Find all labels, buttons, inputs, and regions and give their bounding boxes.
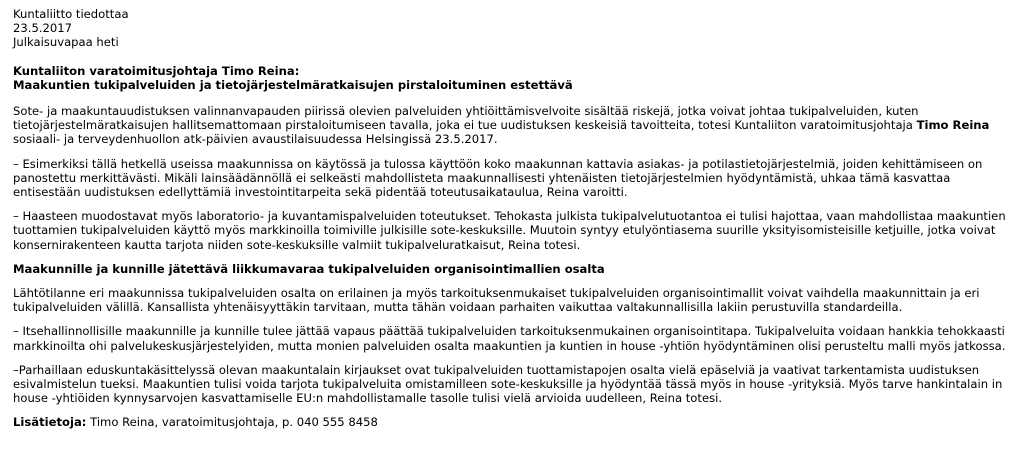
intro-text-start: Sote- ja maakuntauudistuksen valinnanvapauden piirissä olevien palveluiden yhtiöittämisvelvoite sisältää riskejä, jotka voivat johtaa tukipalveluiden, kuten tietojärjestelmäratkaisujen hallitsemattomaan pirstaloitumiseen tavalla, joka ei tue uudistuksen keskeisiä tavoitteita, totesi Kuntaliiton varatoimitusjohtaja (13, 104, 919, 133)
contact-info (13, 415, 1013, 429)
speaker-name: Timo Reina (916, 118, 990, 133)
release-status: Julkaisuvapaa heti (13, 35, 119, 50)
paragraph-5: – Itsehallinnollisille maakunnille ja kunnille tulee jättää vapaus päättää tukipalveluiden tarkoituksenmukainen organisointitapa. Tukipalveluita voidaan hankkia tehokkaasti markkinoilta ohi palvelukeskusjärjestelyiden, mutta monien palveluiden osalta maakuntien ja kuntien in house -yhtiön hyödyntäminen olisi perusteltu malli myös jatkossa. (13, 324, 1006, 353)
organization-name: Kuntaliitto tiedottaa (13, 7, 129, 21)
paragraph-3: – Haasteen muodostavat myös laboratorio- ja kuvantamispalveluiden toteutukset. Tehokasta julkista tukipalvelutuotantoa ei tulisi hajottaa, vaan mahdollistaa maakuntien tuottamien tukipalveluiden käyttö myös markkinoilla toimiville julkisille sote-keskuksille. Muutoin syntyy etulyöntiasema suurille yksityisomisteisille ketjuille, jotka voivat konsernirakenteen kautta tarjota niiden sote-keskuksille valmiit tukipalveluratkaisut, Reina totesi. (13, 209, 1006, 252)
contact-label: Lisätietoja: (13, 415, 87, 430)
release-date: 23.5.2017 (13, 21, 73, 36)
title-line-2: Maakuntien tukipalveluiden ja tietojärjestelmäratkaisujen pirstaloituminen estettävä (13, 77, 573, 92)
title-line-1: Kuntaliiton varatoimitusjohtaja Timo Reina: (13, 63, 300, 78)
paragraph-4: Lähtötilanne eri maakunnissa tukipalveluiden osalta on erilainen ja myös tarkoituksenmukaiset tukipalveluiden organisointimallit voivat vaihdella maakunnittain ja eri tukipalveluiden välillä. Kansallista yhtenäisyyttäkin tarvitaan, mutta tähän voidaan parhaiten vaikuttaa valtakunnallisilla lakiin perustuvilla standardeilla. (13, 286, 980, 315)
release-title (13, 64, 1013, 92)
intro-text-end: sosiaali- ja terveydenhuollon atk-päivien avaustilaisuudessa Helsingissä 23.5.2017. (13, 132, 498, 147)
paragraph-2: – Esimerkiksi tällä hetkellä useissa maakunnissa on käytössä ja tulossa käyttöön koko maakunnan kattavia asiakas- ja potilastietojärjestelmiä, joiden kehittämiseen on panostettu merkittävästi. Mikäli lainsäädännöllä ei selkeästi mahdollisteta maakunnallisesti yhtenäisten tietojärjestelmien hyödyntämistä, uhkaa tämä kasvattaa entisestään uudistuksen edellyttämiä investointitarpeita sekä pidentää toteutusaikataulua, Reina varoitti. (13, 156, 983, 200)
paragraph-intro (13, 104, 1013, 147)
contact-details: Timo Reina, varatoimitusjohtaja, p. 040 555 8458 (86, 415, 378, 430)
paragraph-6: –Parhaillaan eduskuntakäsittelyssä olevan maakuntalain kirjaukset ovat tukipalveluiden tuottamistapojen osalta vielä epäselviä ja vaativat tarkentamista uudistuksen esivalmistelun tueksi. Maakuntien tulisi voida tarjota tukipalveluita omistamilleen sote-keskuksille ja hyödyntää tässä myös in house -yrityksiä. Myös tarve hankintalain in house -yhtiöiden kynnysarvojen kasvattamiselle EU:n mahdollistamalle tasolle tulisi vielä arvioida uudelleen, Reina totesi. (13, 362, 1003, 406)
section-subheading: Maakunnille ja kunnille jätettävä liikkumavaraa tukipalveluiden organisointimallien osalta (13, 261, 605, 276)
